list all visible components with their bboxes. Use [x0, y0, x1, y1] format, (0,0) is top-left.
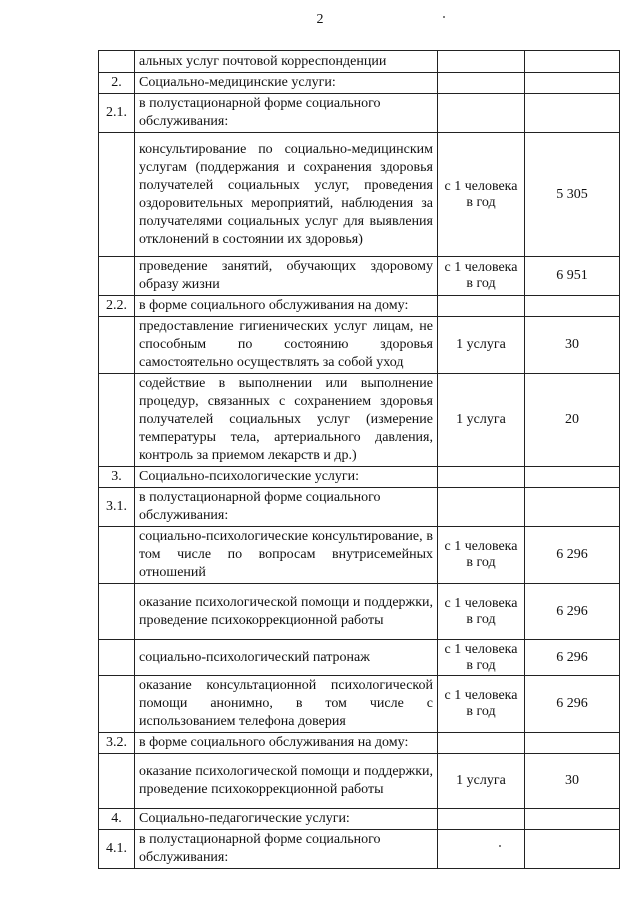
price-cell	[525, 809, 620, 830]
price-cell: 6 296	[525, 640, 620, 676]
unit-cell: с 1 человека в год	[438, 584, 525, 640]
service-name-cell: содействие в выполнении или выполнение процедур, связанных с сохранением здоровья получателей социальных услуг (измерение температуры тела, артериального давления, контроль за приемом лекарств и др.)	[135, 374, 438, 467]
price-cell	[525, 467, 620, 488]
service-name-cell: социально-психологический патронаж	[135, 640, 438, 676]
row-number-cell	[99, 676, 135, 733]
unit-cell	[438, 296, 525, 317]
price-cell	[525, 94, 620, 133]
price-cell: 5 305	[525, 133, 620, 257]
price-cell: 30	[525, 317, 620, 374]
table-row	[99, 73, 620, 94]
table-row	[99, 374, 620, 467]
table-row	[99, 640, 620, 676]
row-number-cell: 2.	[99, 73, 135, 94]
service-name-cell: в форме социального обслуживания на дому:	[135, 296, 438, 317]
row-number-cell	[99, 317, 135, 374]
table-row	[99, 257, 620, 296]
unit-cell	[438, 94, 525, 133]
price-cell	[525, 830, 620, 869]
table-row	[99, 296, 620, 317]
table-row	[99, 527, 620, 584]
price-cell: 6 296	[525, 527, 620, 584]
services-price-table	[98, 50, 620, 869]
row-number-cell: 3.	[99, 467, 135, 488]
price-cell: 6 296	[525, 676, 620, 733]
table-row	[99, 51, 620, 73]
row-number-cell	[99, 527, 135, 584]
service-name-cell: Социально-психологические услуги:	[135, 467, 438, 488]
row-number-cell: 2.2.	[99, 296, 135, 317]
row-number-cell: 3.1.	[99, 488, 135, 527]
unit-cell: с 1 человека в год	[438, 640, 525, 676]
price-cell: 6 296	[525, 584, 620, 640]
row-number-cell	[99, 584, 135, 640]
unit-cell: 1 услуга	[438, 374, 525, 467]
page-number: 2	[316, 12, 324, 27]
service-name-cell: социально-психологические консультирование, в том числе по вопросам внутрисемейных отношений	[135, 527, 438, 584]
unit-cell	[438, 467, 525, 488]
row-number-cell	[99, 257, 135, 296]
scan-speck	[499, 845, 501, 847]
row-number-cell	[99, 640, 135, 676]
service-name-cell: в полустационарной форме социального обслуживания:	[135, 94, 438, 133]
table-row	[99, 733, 620, 754]
row-number-cell: 3.2.	[99, 733, 135, 754]
unit-cell: с 1 человека в год	[438, 527, 525, 584]
service-name-cell: оказание психологической помощи и поддержки, проведение психокоррекционной работы	[135, 754, 438, 809]
unit-cell	[438, 73, 525, 94]
table-row	[99, 133, 620, 257]
table-row	[99, 830, 620, 869]
unit-cell: 1 услуга	[438, 754, 525, 809]
table-row	[99, 467, 620, 488]
service-name-cell: консультирование по социально-медицинским услугам (поддержания и сохранения здоровья получателей социальных услуг, проведения оздоровительных мероприятий, наблюдения за получателями социальных услуг для выявления отклонений в состоянии их здоровья)	[135, 133, 438, 257]
service-name-cell: оказание консультационной психологической помощи анонимно, в том числе с использованием телефона доверия	[135, 676, 438, 733]
table-row	[99, 809, 620, 830]
price-cell	[525, 488, 620, 527]
unit-cell	[438, 809, 525, 830]
row-number-cell	[99, 754, 135, 809]
service-name-cell: Социально-педагогические услуги:	[135, 809, 438, 830]
unit-cell: с 1 человека в год	[438, 133, 525, 257]
row-number-cell	[99, 51, 135, 73]
table-row	[99, 317, 620, 374]
row-number-cell	[99, 133, 135, 257]
unit-cell	[438, 51, 525, 73]
unit-cell	[438, 830, 525, 869]
row-number-cell: 2.1.	[99, 94, 135, 133]
table-row	[99, 676, 620, 733]
unit-cell: с 1 человека в год	[438, 257, 525, 296]
service-name-cell: в полустационарной форме социального обслуживания:	[135, 488, 438, 527]
unit-cell: 1 услуга	[438, 317, 525, 374]
price-cell: 30	[525, 754, 620, 809]
table-row	[99, 584, 620, 640]
service-name-cell: в форме социального обслуживания на дому:	[135, 733, 438, 754]
service-name-cell: Социально-медицинские услуги:	[135, 73, 438, 94]
service-name-cell: в полустационарной форме социального обслуживания:	[135, 830, 438, 869]
unit-cell: с 1 человека в год	[438, 676, 525, 733]
price-cell: 6 951	[525, 257, 620, 296]
service-name-cell: оказание психологической помощи и поддержки, проведение психокоррекционной работы	[135, 584, 438, 640]
service-name-cell: проведение занятий, обучающих здоровому образу жизни	[135, 257, 438, 296]
price-cell: 20	[525, 374, 620, 467]
table-row	[99, 754, 620, 809]
price-cell	[525, 73, 620, 94]
price-cell	[525, 733, 620, 754]
table-body	[99, 51, 620, 869]
row-number-cell: 4.1.	[99, 830, 135, 869]
service-name-cell: предоставление гигиенических услуг лицам, не способным по состоянию здоровья самостоятельно осуществлять за собой уход	[135, 317, 438, 374]
table-row	[99, 94, 620, 133]
service-name-cell: альных услуг почтовой корреспонденции	[135, 51, 438, 73]
price-cell	[525, 51, 620, 73]
unit-cell	[438, 488, 525, 527]
scan-speck	[443, 16, 445, 18]
table-row	[99, 488, 620, 527]
price-cell	[525, 296, 620, 317]
unit-cell	[438, 733, 525, 754]
row-number-cell	[99, 374, 135, 467]
row-number-cell: 4.	[99, 809, 135, 830]
